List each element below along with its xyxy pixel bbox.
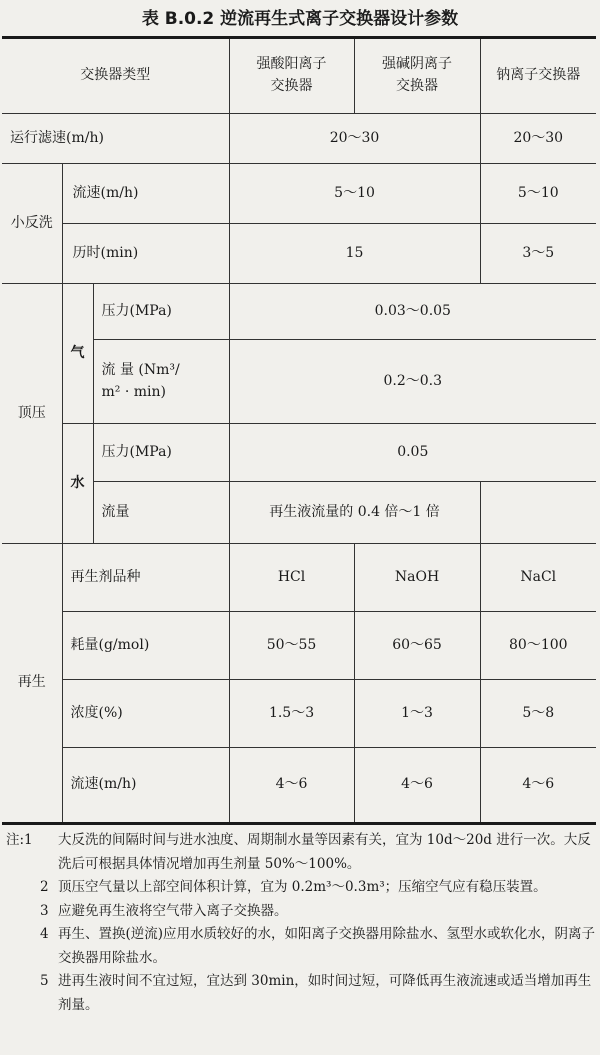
regen-concentration-sodium: 5～8: [480, 680, 596, 748]
backwash-speed-value: 5～10: [229, 164, 480, 224]
note-number: 2: [40, 879, 49, 895]
regen-consumption-label: 耗量(g/mol): [62, 612, 229, 680]
regen-group-label: 再生: [2, 544, 62, 824]
note-number: 5: [40, 973, 49, 989]
regen-consumption-cation: 50～55: [229, 612, 354, 680]
regen-concentration-label: 浓度(%): [62, 680, 229, 748]
regen-concentration-cation: 1.5～3: [229, 680, 354, 748]
note-2: [6, 876, 596, 900]
note-number: 4: [40, 926, 49, 942]
regen-agent-sodium: NaCl: [480, 544, 596, 612]
col-sodium-ion: 钠离子交换器: [480, 38, 596, 114]
note-4: [6, 923, 596, 970]
note-text: 大反洗的间隔时间与进水浊度、周期制水量等因素有关，宜为 10d～20d 进行一次。大反洗后可根据具体情况增加再生剂量 50%～100%。: [58, 832, 591, 872]
regen-agent-anion: NaOH: [354, 544, 480, 612]
header-row: [2, 38, 596, 114]
filter-speed-label: 运行滤速(m/h): [2, 114, 229, 164]
gas-pressure-label: 压力(MPa): [93, 284, 229, 340]
note-text: 再生、置换(逆流)应用水质较好的水，如阳离子交换器用除盐水、氢型水或软化水，阴离子交换器用除盐水。: [58, 926, 596, 966]
water-sublabel: 水: [62, 424, 93, 544]
col-strong-base-anion: 强碱阴离子 交换器: [354, 38, 480, 114]
regen-speed-anion: 4～6: [354, 748, 480, 824]
row-gas-pressure: [2, 284, 596, 340]
water-flow-sodium-empty: [480, 482, 596, 544]
regen-agent-cation: HCl: [229, 544, 354, 612]
regen-speed-sodium: 4～6: [480, 748, 596, 824]
gas-pressure-value: 0.03～0.05: [229, 284, 596, 340]
gas-flow-value: 0.2～0.3: [229, 340, 596, 424]
note-3: [6, 900, 596, 924]
row-backwash-speed: [2, 164, 596, 224]
note-text: 顶压空气量以上部空间体积计算，宜为 0.2m³～0.3m³；压缩空气应有稳压装置。: [58, 879, 547, 895]
row-regen-concentration: [2, 680, 596, 748]
note-number: 3: [40, 902, 49, 919]
regen-speed-label: 流速(m/h): [62, 748, 229, 824]
backwash-duration-value: 15: [229, 224, 480, 284]
note-text: 进再生液时间不宜过短，宜达到 30min，如时间过短，可降低再生液流速或适当增加再生剂量。: [58, 973, 592, 1013]
row-filter-speed: [2, 114, 596, 164]
water-flow-value: 再生液流量的 0.4 倍～1 倍: [229, 482, 480, 544]
regen-concentration-anion: 1～3: [354, 680, 480, 748]
type-label: 交换器类型: [2, 38, 229, 114]
regen-agent-label: 再生剂品种: [62, 544, 229, 612]
regen-speed-cation: 4～6: [229, 748, 354, 824]
water-flow-label: 流量: [93, 482, 229, 544]
row-backwash-duration: [2, 224, 596, 284]
notes: [6, 829, 596, 1017]
backwash-duration-label: 历时(min): [62, 224, 229, 284]
note-text: 应避免再生液将空气带入离子交换器。: [58, 902, 288, 919]
note-5: [6, 970, 596, 1017]
gas-sublabel: 气: [62, 284, 93, 424]
gas-flow-label: 流 量 (Nm³/ m² · min): [93, 340, 229, 424]
note-number: 注:1: [6, 832, 33, 848]
col-strong-acid-cation: 强酸阳离子 交换器: [229, 38, 354, 114]
row-regen-agent: [2, 544, 596, 612]
row-water-pressure: [2, 424, 596, 482]
note-1: [6, 829, 596, 876]
filter-speed-sodium: 20～30: [480, 114, 596, 164]
top-pressure-group-label: 顶压: [2, 284, 62, 544]
water-pressure-value: 0.05: [229, 424, 596, 482]
backwash-speed-label: 流速(m/h): [62, 164, 229, 224]
table-title: 表 B.0.2 逆流再生式离子交换器设计参数: [141, 9, 459, 29]
row-regen-consumption: [2, 612, 596, 680]
parameter-table: [2, 36, 596, 825]
filter-speed-value: 20～30: [229, 114, 480, 164]
regen-consumption-sodium: 80～100: [480, 612, 596, 680]
water-pressure-label: 压力(MPa): [93, 424, 229, 482]
row-regen-speed: [2, 748, 596, 824]
backwash-group-label: 小反洗: [2, 164, 62, 284]
backwash-speed-sodium: 5～10: [480, 164, 596, 224]
backwash-duration-sodium: 3～5: [480, 224, 596, 284]
regen-consumption-anion: 60～65: [354, 612, 480, 680]
